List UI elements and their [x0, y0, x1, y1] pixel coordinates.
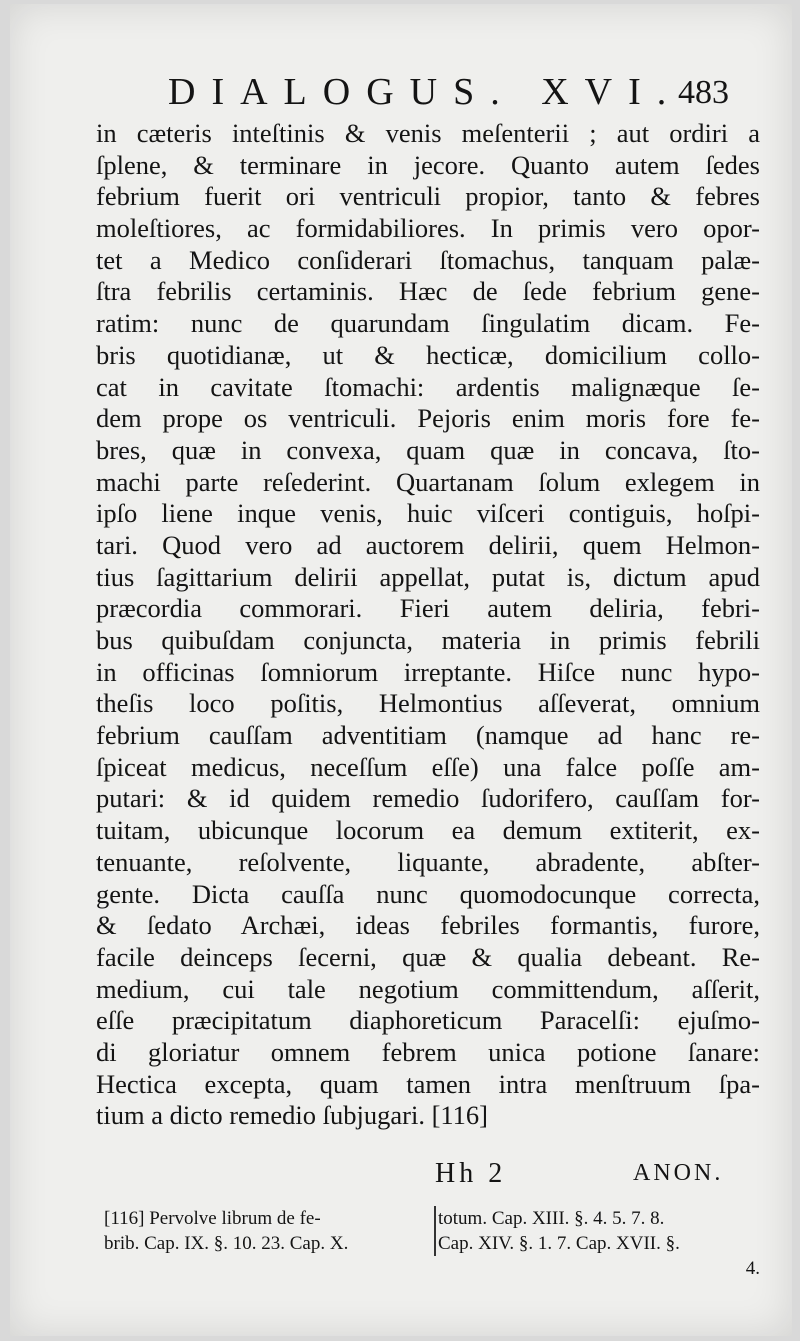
text-line: febrium fuerit ori ventriculi propior, tanto & febres — [96, 181, 760, 212]
text-line: bris quotidianæ, ut & hecticæ, domicilium collo- — [96, 339, 760, 370]
text-line: ſtra febrilis certaminis. Hæc de ſede febrium gene- — [96, 276, 760, 307]
text-line: in cæteris inteſtinis & venis meſenterii ; aut ordiri a — [96, 118, 760, 148]
text-line: ſpiceat medicus, neceſſum eſſe) una falce poſſe am- — [96, 751, 760, 782]
signature-row — [0, 1158, 800, 1198]
main-text-block — [96, 118, 760, 1132]
text-line: bus quibuſdam conjuncta, materia in primis febrili — [96, 625, 760, 655]
text-line: eſſe præcipitatum diaphoreticum Paracelſi: ejuſmo- — [96, 1005, 760, 1036]
text-line: putari: & id quidem remedio ſudorifero, cauſſam for- — [96, 783, 760, 814]
text-line: facile deinceps ſecerni, quæ & qualia debeant. Re- — [96, 941, 760, 972]
text-line: tenuante, reſolvente, liquante, abradente, abſter- — [96, 846, 760, 877]
text-line: tet a Medico conſiderari ſtomachus, tanquam palæ- — [96, 244, 760, 275]
text-line: Hectica excepta, quam tamen intra menſtruum ſpa- — [96, 1068, 760, 1099]
catchword: ANON. — [633, 1160, 724, 1186]
footnote-line: totum. Cap. XIII. §. 4. 5. 7. 8. — [438, 1208, 665, 1229]
footnote-line: [116] Pervolve librum de fe- — [104, 1208, 321, 1229]
text-line: tari. Quod vero ad auctorem delirii, quem Helmon- — [96, 529, 760, 560]
text-line: tuitam, ubicunque locorum ea demum extiterit, ex- — [96, 815, 760, 846]
text-line: gente. Dicta cauſſa nunc quomodocunque correcta, — [96, 878, 760, 909]
text-line: bres, quæ in convexa, quam quæ in concava, ſto- — [96, 434, 760, 465]
footnote-column-left — [104, 1206, 436, 1256]
text-line: di gloriatur omnem febrem unica potione ſanare: — [96, 1036, 760, 1067]
footnote-line: 4. — [745, 1258, 760, 1279]
page-number: 483 — [678, 74, 729, 111]
text-line: in officinas ſomniorum irreptante. Hiſce nunc hypo- — [96, 656, 760, 687]
text-line: tium a dicto remedio ſubjugari. [116] — [96, 1100, 489, 1131]
text-line: febrium cauſſam adventitiam (namque ad hanc re- — [96, 720, 760, 751]
text-line: medium, cui tale negotium committendum, aſſerit, — [96, 973, 760, 1004]
signature-mark: Hh 2 — [435, 1158, 507, 1189]
footnote-block — [104, 1206, 764, 1286]
text-line: cat in cavitate ſtomachi: ardentis malignæque ſe- — [96, 371, 760, 402]
footnote-column-right — [438, 1206, 764, 1281]
footnote-line: brib. Cap. IX. §. 10. 23. Cap. X. — [104, 1233, 349, 1254]
text-line: machi parte reſederint. Quartanam ſolum exlegem in — [96, 466, 760, 497]
text-line: moleſtiores, ac formidabiliores. In primis vero opor- — [96, 213, 760, 244]
text-line: præcordia commorari. Fieri autem deliria, febri- — [96, 593, 760, 624]
text-line: theſis loco poſitis, Helmontius aſſeverat, omnium — [96, 688, 760, 719]
text-line: ratim: nunc de quarundam ſingulatim dicam. Fe- — [96, 308, 760, 339]
text-line: ſplene, & terminare in jecore. Quanto autem ſedes — [96, 149, 760, 180]
running-title: DIALOGUS. XVI. — [168, 71, 683, 113]
text-line: tius ſagittarium delirii appellat, putat is, dictum apud — [96, 561, 760, 592]
footnote-line: Cap. XIV. §. 1. 7. Cap. XVII. §. — [438, 1233, 680, 1254]
text-line: & ſedato Archæi, ideas febriles formantis, furore, — [96, 910, 760, 941]
text-line: dem prope os ventriculi. Pejoris enim moris fore fe- — [96, 403, 760, 434]
text-line: ipſo liene inque venis, huic viſceri contiguis, hoſpi- — [96, 498, 760, 529]
